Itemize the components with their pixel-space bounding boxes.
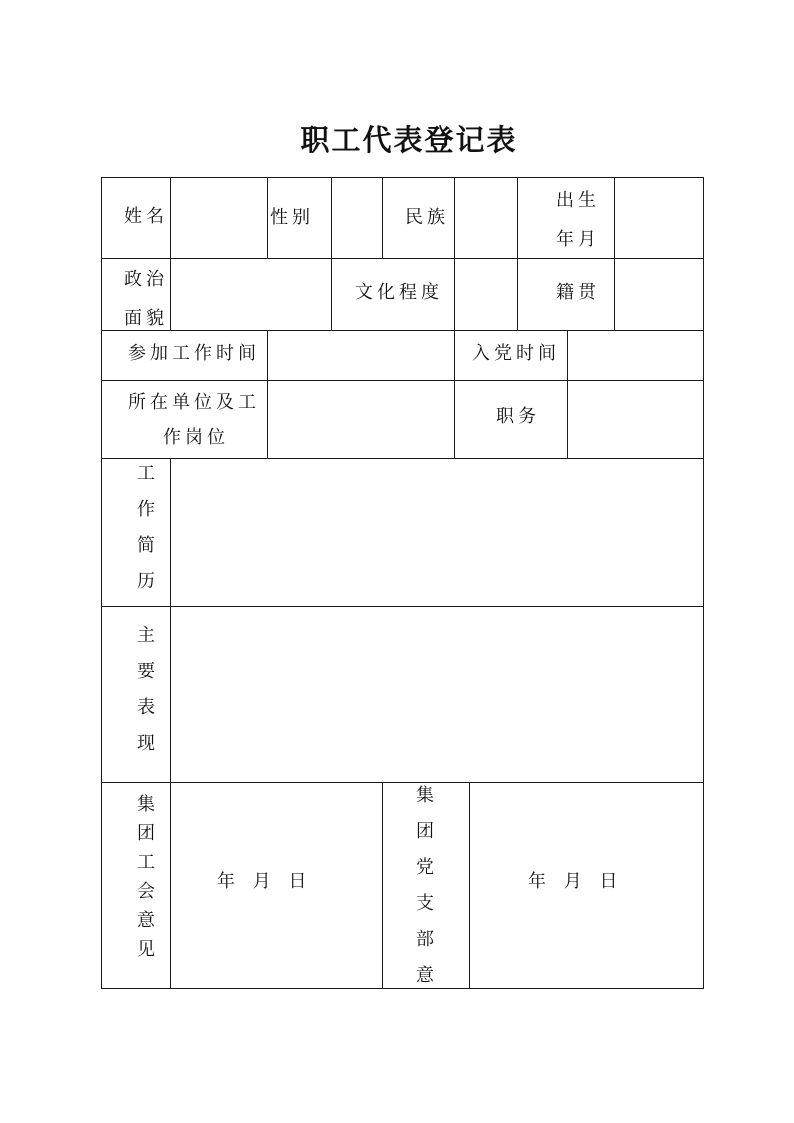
position-field[interactable] [569, 382, 702, 457]
col-divider [517, 258, 518, 331]
col-divider [170, 458, 171, 989]
ethnicity-label: 民族 [405, 207, 449, 228]
table-border-left [101, 177, 102, 989]
union-opinion-label: 集 团 工 会 意 见 [137, 794, 155, 960]
col-divider [170, 258, 171, 331]
col-divider [454, 330, 455, 459]
political-label-line2: 面貌 [124, 308, 168, 329]
page-title: 职工代表登记表 [300, 123, 518, 157]
native-place-label: 籍贯 [556, 282, 600, 303]
resume-label: 工 作 简 历 [137, 463, 155, 592]
col-divider [382, 177, 383, 259]
table-border-right [703, 177, 704, 989]
ethnicity-field[interactable] [456, 179, 516, 257]
name-field[interactable] [172, 179, 266, 257]
performance-label: 主 要 表 现 [137, 625, 155, 754]
education-label: 文化程度 [355, 282, 443, 303]
col-divider [614, 258, 615, 331]
unit-label-line2: 作岗位 [163, 427, 229, 448]
birth-label-line2: 年月 [556, 229, 600, 250]
col-divider [454, 177, 455, 259]
political-field[interactable] [172, 260, 330, 329]
table-border-bottom [101, 988, 704, 989]
education-field[interactable] [456, 260, 516, 329]
union-opinion-date: 年 月 日 [217, 871, 313, 892]
col-divider [170, 177, 171, 259]
native-place-field[interactable] [616, 260, 702, 329]
performance-field[interactable] [172, 608, 702, 781]
birth-field[interactable] [616, 179, 702, 257]
unit-field[interactable] [269, 382, 453, 457]
col-divider [331, 258, 332, 331]
party-opinion-label: 集 团 党 支 部 意 [416, 785, 434, 986]
birth-label-line1: 出生 [556, 190, 600, 211]
col-divider [454, 258, 455, 331]
resume-field[interactable] [172, 460, 702, 605]
col-divider [267, 177, 268, 259]
political-label-line1: 政治 [124, 269, 168, 290]
work-start-label: 参加工作时间 [128, 343, 260, 364]
row-divider [101, 782, 704, 783]
col-divider [517, 177, 518, 259]
row-divider [101, 458, 704, 459]
col-divider [614, 177, 615, 259]
row-divider [101, 606, 704, 607]
gender-label: 性别 [270, 207, 314, 228]
col-divider [267, 330, 268, 459]
col-divider [382, 782, 383, 989]
party-join-field[interactable] [569, 332, 702, 379]
unit-label-line1: 所在单位及工 [128, 392, 260, 413]
gender-field[interactable] [333, 179, 381, 257]
position-label: 职务 [496, 406, 540, 427]
work-start-field[interactable] [269, 332, 453, 379]
col-divider [469, 782, 470, 989]
col-divider [567, 330, 568, 459]
party-join-label: 入党时间 [472, 343, 560, 364]
row-divider [101, 380, 704, 381]
party-opinion-date: 年 月 日 [528, 871, 624, 892]
name-label: 姓名 [124, 206, 168, 227]
col-divider [331, 177, 332, 259]
